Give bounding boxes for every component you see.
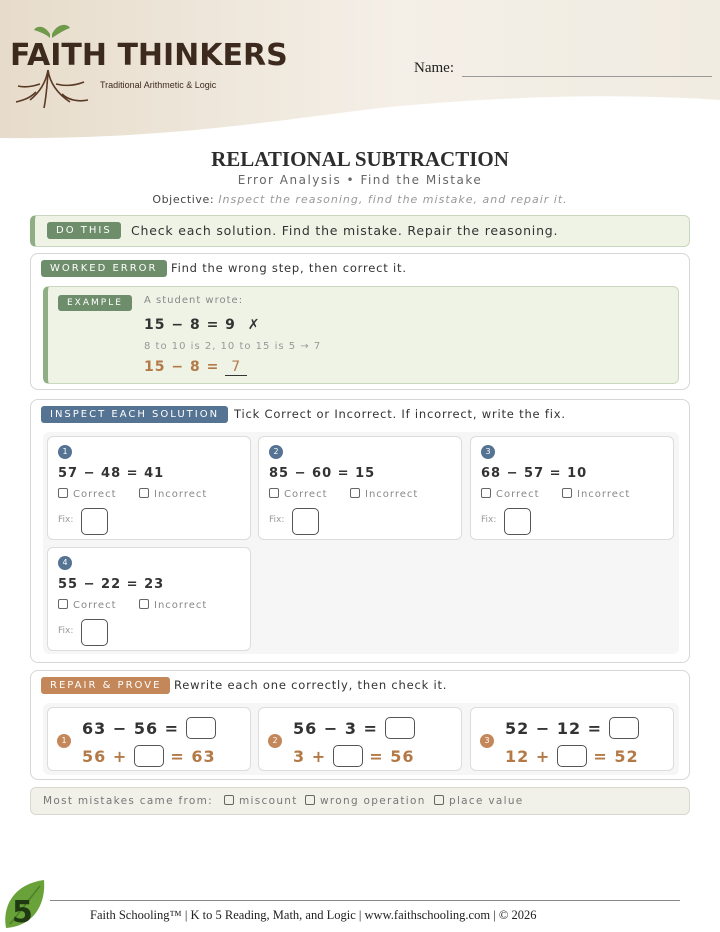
subtrahend: 56 xyxy=(133,719,159,738)
checkbox-icon[interactable] xyxy=(58,599,68,609)
mistakes-label: Most mistakes came from: xyxy=(43,795,213,807)
worked-error-instruction: Find the wrong step, then correct it. xyxy=(171,261,407,275)
check-line: 3 + = 56 xyxy=(293,747,415,766)
mistake-option-place-value[interactable] xyxy=(434,795,524,807)
inspect-tag: INSPECT EACH SOLUTION xyxy=(41,406,228,423)
inspect-instruction: Tick Correct or Incorrect. If incorrect, write the fix. xyxy=(234,407,566,421)
correct-label: Correct xyxy=(284,489,328,500)
name-input-line[interactable] xyxy=(462,76,712,77)
item-number-badge: 1 xyxy=(57,734,71,748)
repair-card xyxy=(470,707,674,771)
inspect-grid xyxy=(43,432,679,654)
addend-box[interactable] xyxy=(134,745,164,767)
minuend: 63 xyxy=(82,719,107,738)
checkbox-icon[interactable] xyxy=(139,599,149,609)
incorrect-label: Incorrect xyxy=(154,600,208,611)
fix-label: Fix: xyxy=(58,626,74,636)
solution-equation: 55 − 22 = 23 xyxy=(58,577,165,592)
page-subtitle: Error Analysis • Find the Mistake xyxy=(237,173,483,187)
correct-label: Correct xyxy=(73,600,117,611)
solution-card xyxy=(47,547,251,651)
wrong-mark-icon: ✗ xyxy=(247,317,261,333)
repair-tag: REPAIR & PROVE xyxy=(41,677,170,694)
worked-error-tag: WORKED ERROR xyxy=(41,260,167,277)
correct-checkbox[interactable] xyxy=(269,488,328,500)
minuend: 56 xyxy=(293,719,318,738)
item-number-badge: 2 xyxy=(268,734,282,748)
solution-card xyxy=(47,436,251,540)
subtrahend: 3 xyxy=(344,719,357,738)
checkbox-icon[interactable] xyxy=(562,488,572,498)
mistake-option-miscount[interactable] xyxy=(224,795,298,807)
footer-divider xyxy=(50,900,680,901)
solution-card xyxy=(258,436,462,540)
name-label: Name: xyxy=(414,60,454,76)
reasoning-text: 8 to 10 is 2, 10 to 15 is 5 → 7 xyxy=(144,341,322,352)
sum: 52 xyxy=(614,747,639,766)
checkbox-icon[interactable] xyxy=(305,795,315,805)
footer-text: Faith Schooling™ | K to 5 Reading, Math, and Logic | www.faithschooling.com | © 2026 xyxy=(90,908,537,922)
fix-label: Fix: xyxy=(269,515,285,525)
fix-label: Fix: xyxy=(481,515,497,525)
addend: 12 xyxy=(505,747,530,766)
wrong-equation xyxy=(144,317,261,333)
incorrect-checkbox[interactable] xyxy=(139,488,207,500)
check-line: 56 + = 63 xyxy=(82,747,216,766)
correct-checkbox[interactable] xyxy=(58,599,117,611)
brand-logo-text: FAITH THINKERS xyxy=(10,38,288,73)
item-number-badge: 4 xyxy=(58,556,72,570)
page-title: RELATIONAL SUBTRACTION xyxy=(211,147,509,171)
checkbox-icon[interactable] xyxy=(350,488,360,498)
correct-checkbox[interactable] xyxy=(58,488,117,500)
subtraction-line: 52 − 12 = xyxy=(505,717,639,739)
mistake-option-wrong-operation[interactable] xyxy=(305,795,426,807)
do-this-banner xyxy=(30,215,690,247)
objective xyxy=(0,193,720,206)
item-number-badge: 2 xyxy=(269,445,283,459)
mistakes-reflection xyxy=(30,787,690,815)
checkbox-icon[interactable] xyxy=(224,795,234,805)
fix-label: Fix: xyxy=(58,515,74,525)
solution-equation: 85 − 60 = 15 xyxy=(269,466,376,481)
incorrect-label: Incorrect xyxy=(154,489,208,500)
minuend: 52 xyxy=(505,719,530,738)
objective-label: Objective: xyxy=(152,193,215,206)
item-number-badge: 3 xyxy=(480,734,494,748)
fix-answer-box[interactable] xyxy=(292,508,319,535)
checkbox-icon[interactable] xyxy=(434,795,444,805)
sum: 56 xyxy=(390,747,415,766)
incorrect-label: Incorrect xyxy=(577,489,631,500)
checkbox-icon[interactable] xyxy=(58,488,68,498)
repair-section xyxy=(30,670,690,780)
header-background xyxy=(0,0,720,150)
incorrect-checkbox[interactable] xyxy=(139,599,207,611)
addend-box[interactable] xyxy=(333,745,363,767)
solution-equation: 68 − 57 = 10 xyxy=(481,466,588,481)
mistake-option-label: miscount xyxy=(239,795,298,807)
leaf-logo-icon xyxy=(0,876,48,932)
difference-box[interactable] xyxy=(385,717,415,739)
checkbox-icon[interactable] xyxy=(481,488,491,498)
repair-card xyxy=(47,707,251,771)
repair-grid xyxy=(43,703,679,775)
checkbox-icon[interactable] xyxy=(269,488,279,498)
page-header xyxy=(0,0,720,150)
fix-answer-box[interactable] xyxy=(81,508,108,535)
mistake-option-label: wrong operation xyxy=(320,795,426,807)
solution-equation: 57 − 48 = 41 xyxy=(58,466,165,481)
addend: 56 xyxy=(82,747,107,766)
correct-checkbox[interactable] xyxy=(481,488,540,500)
correct-label: Correct xyxy=(496,489,540,500)
subtraction-line: 56 − 3 = xyxy=(293,717,415,739)
addend: 3 xyxy=(293,747,306,766)
student-wrote-label: A student wrote: xyxy=(144,295,244,306)
incorrect-checkbox[interactable] xyxy=(350,488,418,500)
fix-answer-box[interactable] xyxy=(504,508,531,535)
example-tag: EXAMPLE xyxy=(58,295,132,311)
difference-box[interactable] xyxy=(609,717,639,739)
solution-card xyxy=(470,436,674,540)
correct-answer: 7 xyxy=(225,359,247,376)
incorrect-label: Incorrect xyxy=(365,489,419,500)
correct-equation xyxy=(144,359,247,376)
inspect-section xyxy=(30,399,690,663)
repair-instruction: Rewrite each one correctly, then check it. xyxy=(174,678,448,692)
correct-equation-text: 15 − 8 = xyxy=(144,359,220,375)
mistake-option-label: place value xyxy=(449,795,524,807)
incorrect-checkbox[interactable] xyxy=(562,488,630,500)
subtraction-line: 63 − 56 = xyxy=(82,717,216,739)
correct-label: Correct xyxy=(73,489,117,500)
item-number-badge: 1 xyxy=(58,445,72,459)
repair-card xyxy=(258,707,462,771)
brand-tagline: Traditional Arithmetic & Logic xyxy=(100,80,217,90)
worked-error-section xyxy=(30,253,690,390)
logo-number: 5 xyxy=(12,895,33,930)
fix-answer-box[interactable] xyxy=(81,619,108,646)
subtrahend: 12 xyxy=(556,719,582,738)
sum: 63 xyxy=(191,747,216,766)
objective-text: Inspect the reasoning, find the mistake, and repair it. xyxy=(218,193,568,206)
checkbox-icon[interactable] xyxy=(139,488,149,498)
example-box xyxy=(43,286,679,384)
wrong-equation-text: 15 − 8 = 9 xyxy=(144,317,236,333)
item-number-badge: 3 xyxy=(481,445,495,459)
difference-box[interactable] xyxy=(186,717,216,739)
do-this-text: Check each solution. Find the mistake. Repair the reasoning. xyxy=(131,223,559,238)
check-line: 12 + = 52 xyxy=(505,747,639,766)
do-this-tag: DO THIS xyxy=(47,222,121,239)
addend-box[interactable] xyxy=(557,745,587,767)
